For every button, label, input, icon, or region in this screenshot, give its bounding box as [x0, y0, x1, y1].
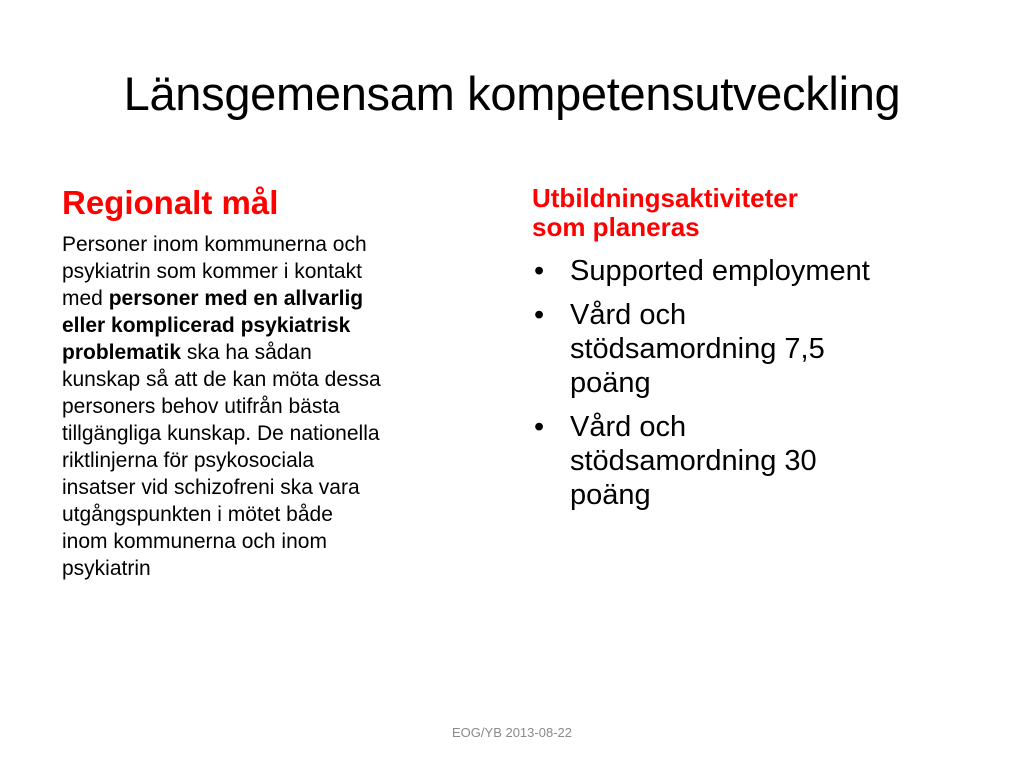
body-line — [62, 258, 502, 285]
bullet-dot-icon: • — [534, 411, 545, 443]
body-line — [62, 393, 502, 420]
body-bold-text: eller komplicerad psykiatrisk — [62, 314, 351, 337]
bullet-item — [532, 254, 992, 288]
bullet-item — [532, 298, 992, 400]
bullet-text: Supported employment — [570, 255, 870, 287]
bullet-dot-icon: • — [534, 255, 545, 287]
left-column — [62, 181, 502, 582]
body-line — [62, 420, 502, 447]
body-text: ska ha sådan — [181, 341, 312, 364]
left-heading: Regionalt mål — [62, 184, 279, 221]
body-line — [62, 312, 502, 339]
body-text: psykiatrin som kommer i kontakt — [62, 260, 362, 283]
body-line — [62, 555, 502, 582]
body-line — [62, 366, 502, 393]
body-text: insatser vid schizofreni ska vara — [62, 476, 360, 499]
body-bold-text: personer med en allvarlig — [108, 287, 364, 310]
body-text: personers behov utifrån bästa — [62, 395, 340, 418]
body-line — [62, 501, 502, 528]
right-heading-line: Utbildningsaktiviteter — [532, 183, 798, 213]
bullet-dot-icon: • — [534, 299, 545, 331]
bullet-item — [532, 410, 992, 512]
body-text: kunskap så att de kan möta dessa — [62, 368, 381, 391]
body-text: inom kommunerna och inom — [62, 530, 327, 553]
body-text: riktlinjerna för psykosociala — [62, 449, 315, 472]
body-line — [62, 231, 502, 258]
body-text: tillgängliga kunskap. De nationella — [62, 422, 380, 445]
body-line — [62, 474, 502, 501]
bullet-text: Vård och — [570, 411, 687, 443]
right-heading-line: som planeras — [532, 212, 700, 242]
body-text: utgångspunkten i mötet både — [62, 503, 333, 526]
bullet-text: poäng — [570, 479, 651, 511]
body-line — [62, 528, 502, 555]
body-line — [62, 339, 502, 366]
body-text: med — [62, 287, 109, 310]
body-bold-text: problematik — [62, 341, 182, 364]
bullet-text: poäng — [570, 367, 651, 399]
body-text: psykiatrin — [62, 557, 151, 580]
footer-text: EOG/YB 2013-08-22 — [452, 725, 572, 740]
bullet-text: Vård och — [570, 299, 687, 331]
bullet-list — [532, 254, 992, 512]
bullet-text: stödsamordning 7,5 — [570, 333, 825, 365]
body-text: Personer inom kommunerna och — [62, 233, 367, 256]
right-heading — [532, 184, 992, 242]
body-line — [62, 447, 502, 474]
slide-title: Länsgemensam kompetensutveckling — [123, 67, 901, 120]
left-body-text — [62, 231, 502, 582]
body-line — [62, 285, 502, 312]
bullet-text: stödsamordning 30 — [570, 445, 817, 477]
right-column — [532, 184, 992, 522]
